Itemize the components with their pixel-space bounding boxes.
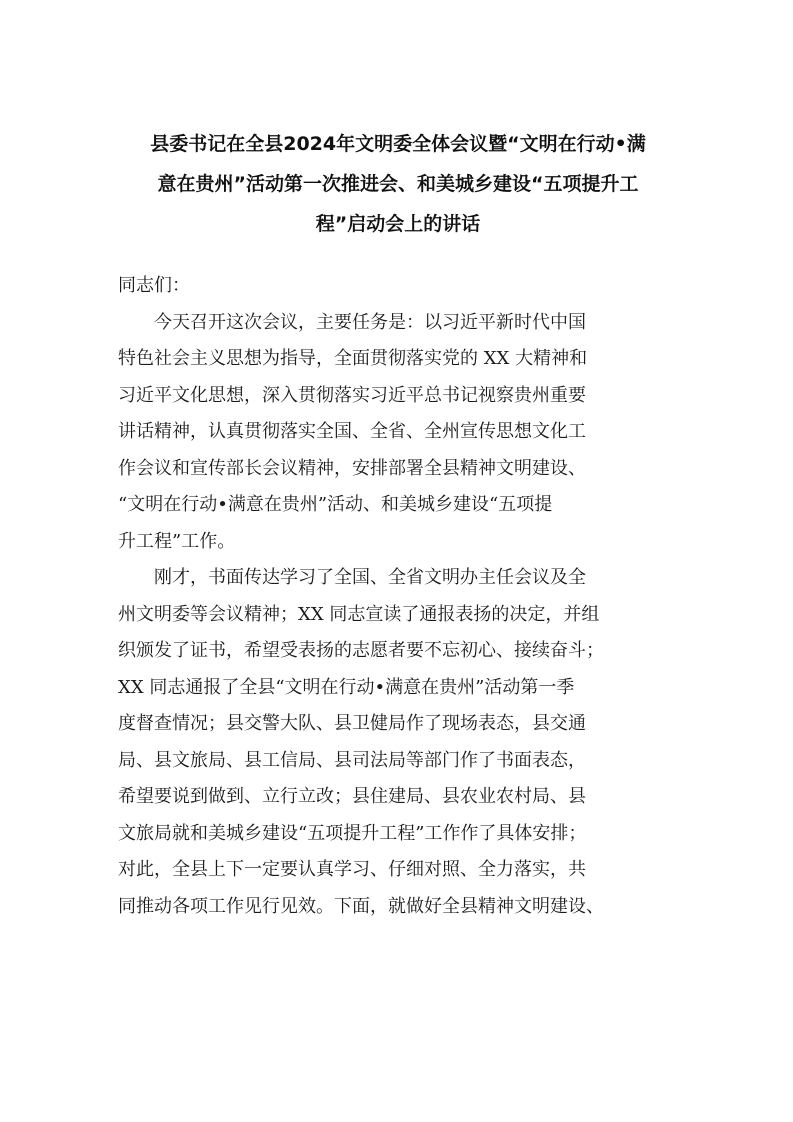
- paragraph-line: 讲话精神，认真贯彻落实全国、全省、全州宣传思想文化工: [118, 421, 586, 442]
- paragraph-line: 习近平文化思想，深入贯彻落实习近平总书记视察贵州重要: [118, 384, 586, 406]
- paragraph-line: 织颁发了证书，希望受表扬的志愿者要不忘初心、接续奋斗；: [118, 640, 604, 661]
- title-line: 县委书记在全县2024年文明委全体会议暨“文明在行动•满: [150, 133, 646, 155]
- paragraph-line: 对此，全县上下一定要认真学习、仔细对照、全力落实，共: [118, 859, 586, 880]
- document-body: [118, 268, 678, 925]
- paragraph-line: 文旅局就和美城乡建设“五项提升工程”工作作了具体安排；: [118, 822, 587, 844]
- salutation: 同志们：: [118, 275, 190, 296]
- paragraph-line: 同推动各项工作见行见效。下面，就做好全县精神文明建设、: [118, 895, 604, 917]
- paragraph-line: 希望要说到做到、立行立改；县住建局、县农业农村局、县: [118, 786, 586, 807]
- title-line: 意在贵州”活动第一次推进会、和美城乡建设“五项提升工: [157, 173, 639, 195]
- paragraph-line: “文明在行动•满意在贵州”活动、和美城乡建设“五项提: [118, 494, 553, 515]
- paragraph-line: 升工程”工作。: [118, 530, 236, 552]
- paragraph-1: [118, 305, 678, 561]
- paragraph-2: [118, 560, 678, 925]
- paragraph-line: 特色社会主义思想为指导，全面贯彻落实党的 XX 大精神和: [118, 348, 588, 369]
- paragraph-line: 作会议和宣传部长会议精神，安排部署全县精神文明建设、: [118, 457, 586, 479]
- paragraph-line: 度督查情况；县交警大队、县卫健局作了现场表态，县交通: [118, 713, 586, 734]
- title-line: 程”启动会上的讲话: [315, 213, 481, 235]
- paragraph-line: 今天召开这次会议，主要任务是：以习近平新时代中国: [118, 311, 586, 333]
- paragraph-line: 刚才，书面传达学习了全国、全省文明办主任会议及全: [118, 567, 586, 588]
- paragraph-line: XX 同志通报了全县“文明在行动•满意在贵州”活动第一季: [118, 676, 575, 698]
- paragraph-line: 局、县文旅局、县工信局、县司法局等部门作了书面表态，: [118, 749, 586, 771]
- page-title: [118, 124, 678, 244]
- paragraph-line: 州文明委等会议精神；XX 同志宣读了通报表扬的决定，并组: [118, 603, 600, 625]
